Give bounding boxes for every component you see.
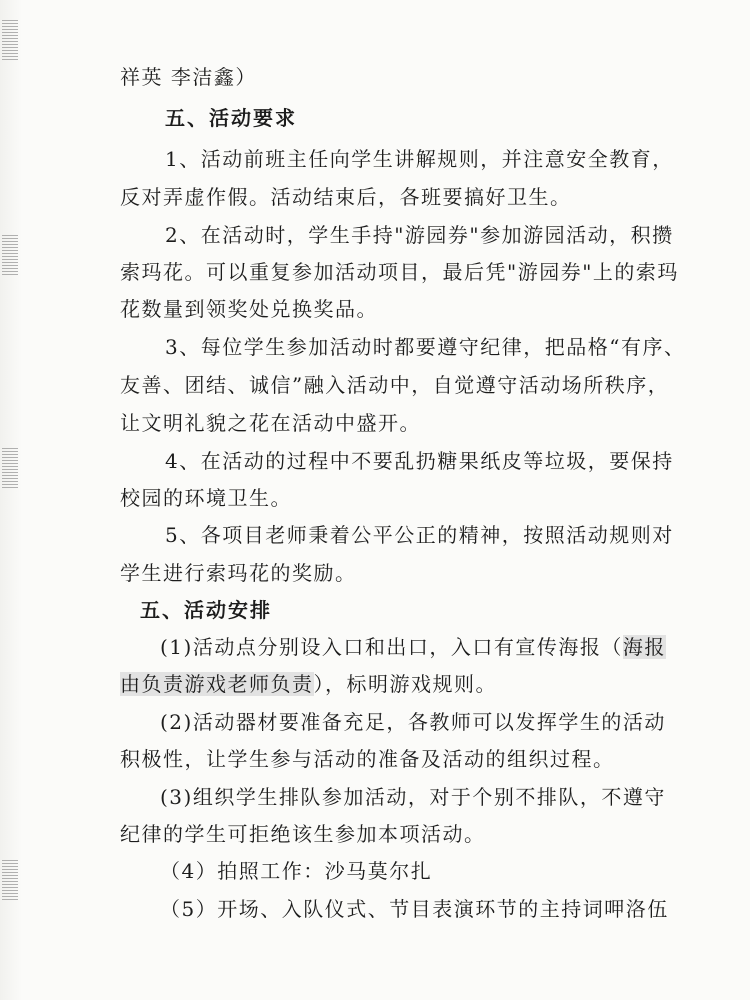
requirement-5-line-1: 5、各项目老师秉着公平公正的精神，按照活动规则对: [165, 523, 674, 547]
section-title-requirements: 五、活动要求: [165, 106, 297, 130]
requirement-4-line-2: 校园的环境卫生。: [120, 486, 292, 510]
requirement-2-line-2: 索玛花。可以重复参加活动项目，最后凭"游园券"上的索玛: [120, 260, 679, 284]
requirement-2-line-1: 2、在活动时，学生手持"游园券"参加游园活动，积攒: [165, 223, 674, 247]
arrangement-1-text: ），标明游戏规则。: [313, 672, 497, 696]
section-title-arrangement: 五、活动安排: [140, 598, 272, 622]
scan-noise-mark: [2, 235, 18, 275]
arrangement-2-line-2: 积极性，让学生参与活动的准备及活动的组织过程。: [120, 747, 615, 771]
requirement-4-line-1: 4、在活动的过程中不要乱扔糖果纸皮等垃圾，要保持: [165, 449, 674, 473]
requirement-3-line-3: 让文明礼貌之花在活动中盛开。: [120, 411, 421, 435]
arrangement-4-line: （4）拍照工作：沙马莫尔扎: [160, 859, 433, 883]
requirement-5-line-2: 学生进行索玛花的奖励。: [120, 561, 357, 585]
highlighted-text: 由负责游戏老师负责: [120, 672, 314, 696]
arrangement-5-line: （5）开场、入队仪式、节目表演环节的主持词呷洛伍: [160, 897, 669, 921]
requirement-3-line-1: 3、每位学生参加活动时都要遵守纪律，把品格“有序、: [165, 335, 686, 359]
scan-noise-mark: [2, 448, 18, 488]
arrangement-2-line-1: (2)活动器材要准备充足，各教师可以发挥学生的活动: [160, 710, 666, 734]
requirement-1-line-1: 1、活动前班主任向学生讲解规则，并注意安全教育，: [165, 147, 674, 171]
arrangement-3-line-1: (3)组织学生排队参加活动，对于个别不排队，不遵守: [160, 785, 666, 809]
arrangement-1-line-1: [160, 634, 666, 660]
arrangement-1-text: (1)活动点分别设入口和出口，入口有宣传海报（: [160, 635, 623, 659]
requirement-2-line-3: 花数量到领奖处兑换奖品。: [120, 297, 378, 321]
scan-edge: [0, 0, 22, 1000]
arrangement-1-line-2: [120, 671, 497, 697]
top-line-text: 祥英 李洁鑫）: [120, 65, 257, 89]
scan-noise-mark: [2, 860, 18, 900]
highlighted-text: 海报: [622, 635, 666, 659]
arrangement-3-line-2: 纪律的学生可拒绝该生参加本项活动。: [120, 822, 486, 846]
requirement-1-line-2: 反对弄虚作假。活动结束后，各班要搞好卫生。: [120, 185, 572, 209]
requirement-3-line-2: 友善、团结、诚信”融入活动中，自觉遵守活动场所秩序，: [120, 373, 670, 397]
scan-noise-mark: [2, 20, 18, 60]
